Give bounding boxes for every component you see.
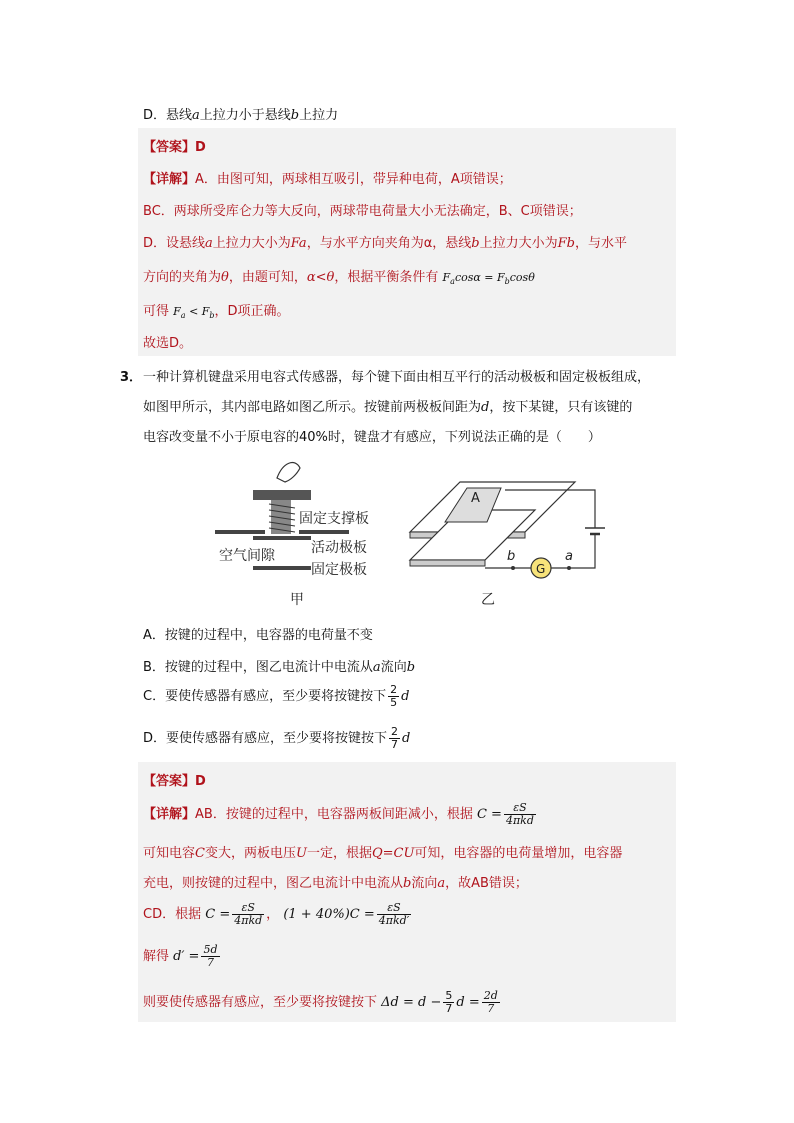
numerator: 5 [445,989,453,1002]
text: AB．按键的过程中，电容器两板间距减小，根据 [195,807,473,822]
fraction [377,902,411,927]
text: < F [185,305,210,318]
label-b: b [507,549,516,564]
var-d: d [481,400,490,415]
var: b [471,236,480,251]
text: ，按下某键，只有该键的 [489,400,633,415]
text: 上拉力小于悬线 [199,108,291,123]
numerator: 2 [390,683,398,696]
fraction [389,726,400,751]
denominator: 7 [391,738,399,751]
text: 变大，两板电压 [204,846,296,861]
option-d [143,726,410,751]
answer-label: 【答案】D [143,140,206,155]
label-moving: 活动极板 [311,540,367,556]
text: 充电，则按键的过程中，图乙电流计中电流从 [143,876,404,891]
numerator: 2d [483,989,498,1002]
formula [173,305,215,321]
detail-label: 【详解】 [143,807,196,822]
text: 解得 [143,949,170,964]
var: C [195,846,205,861]
label-a: a [565,549,573,564]
fraction [443,990,454,1015]
moving-plate [253,536,311,540]
text: ，与水平 [574,236,627,251]
var: α<θ [306,270,335,285]
support-plate-left [215,530,265,534]
option-a: A．按键的过程中，电容器的电荷量不变 [143,628,373,643]
text: 一定，根据 [306,846,372,861]
var-a: a [192,108,200,123]
text: ，由题可知， [228,270,307,285]
text: B．按键的过程中，图乙电流计中电流从 [143,660,373,675]
text: 则要使传感器有感应，至少要将按键按下 [143,995,378,1010]
text: ，故AB错误； [445,876,528,891]
text: C．要使传感器有感应，至少要将按键按下 [143,689,387,704]
text: 如图甲所示，其内部电路如图乙所示。按键前两极板间距为 [143,400,482,415]
detail-line-6: 故选D。 [143,336,193,351]
sub: a [180,311,186,321]
fraction [504,802,536,827]
label-support: 固定支撑板 [299,511,369,527]
finger-icon [277,463,300,482]
question-line-3: 电容改变量不小于原电容的40%时，键盘才有感应，下列说法正确的是（ ） [143,430,601,445]
label-fixed: 固定极板 [311,562,367,578]
text: 上拉力大小为 [479,236,558,251]
formula: d′ = [173,949,200,964]
node-a [567,566,571,570]
text: ， [266,907,280,922]
formula: Δd = d − [381,995,442,1010]
text: A．由图可知，两球相互吸引，带异种电荷，A项错误； [195,172,512,187]
text: 可得 [143,304,170,319]
formula: d = [456,995,480,1010]
fraction [232,902,264,927]
detail-line-4 [143,266,535,286]
question-line-2 [143,396,632,415]
text: CD．根据 [143,907,202,922]
text: 流向 [411,876,438,891]
var: θ [221,270,229,285]
label-air: 空气间隙 [219,548,275,564]
node-b [511,566,515,570]
answer-block-2 [138,762,676,1022]
formula-c: C = [476,807,502,822]
denominator: 5 [390,696,398,709]
text: 上拉力 [299,108,339,123]
detail-line-6 [143,990,502,1015]
numerator: εS [377,902,411,915]
var: d [401,689,410,704]
sub: a [450,277,455,287]
key-cap [253,490,311,500]
text: F [442,271,451,284]
text: F [173,305,181,318]
denominator: 4πkd′ [378,914,410,927]
detail-line-5 [143,944,222,969]
detail-line-2: BC．两球所受库仑力等大反向，两球带电荷量大小无法确定，B、C项错误； [143,204,582,219]
detail-line-3 [143,872,528,891]
fixed-plate [253,566,311,570]
var: a [205,236,213,251]
var: Fa [290,236,307,251]
text: 流向 [380,660,407,675]
text: 上拉力大小为 [212,236,291,251]
text: D．设悬线 [143,236,206,251]
text: 可知电容 [143,846,196,861]
text: D．悬线 [143,108,193,123]
support-plate-right [299,530,349,534]
formula: (1 + 40%)C = [283,907,375,922]
text: D．要使传感器有感应，至少要将按键按下 [143,731,388,746]
formula [442,271,535,287]
var-b: b [290,108,300,123]
text: ，根据平衡条件有 [334,270,439,285]
question-number: 3． [120,370,143,385]
text: cosθ [509,271,535,284]
denominator: 4πkd [234,914,263,927]
numerator: 2 [391,725,399,738]
var: a [437,876,446,891]
var: U [295,846,307,861]
detail-line-5 [143,300,290,320]
fraction [482,990,500,1015]
caption-yi: 乙 [481,592,495,608]
detail-line-1 [143,168,512,187]
lower-plate-edge [410,560,485,566]
text: ，与水平方向夹角为α，悬线 [306,236,472,251]
numerator: 5d [203,943,218,956]
detail-line-2 [143,842,622,861]
detail-line-1 [143,802,538,827]
denominator: 7 [206,956,214,969]
numerator: εS [504,802,536,815]
text: 可知，电容器的电荷量增加，电容器 [414,846,623,861]
denominator: 7 [445,1002,453,1015]
formula: C = [205,907,231,922]
caption-jia: 甲 [290,592,304,608]
numerator: εS [232,902,264,915]
var: b [403,876,412,891]
sub: b [209,311,215,321]
sub: b [504,277,510,287]
option-b [143,656,415,675]
var: b [406,660,416,675]
var: a [372,660,381,675]
text: ，D项正确。 [214,304,290,319]
label-G: G [536,562,546,576]
option-d-line [143,104,338,123]
var: Fb [557,236,575,251]
figure-jia [215,463,369,608]
label-A: A [471,491,480,506]
detail-label: 【详解】 [143,172,196,187]
wire-right [551,534,595,568]
figure-keyboard [205,452,605,612]
text: 方向的夹角为 [143,270,222,285]
figure-yi [410,482,605,608]
fraction [388,684,399,709]
var: Q=CU [371,846,415,861]
answer-label: 【答案】D [143,774,206,789]
option-c [143,684,409,709]
detail-line-4 [143,902,413,927]
text: cosα = F [454,271,505,284]
denominator: 7 [487,1002,495,1015]
question-line-1: 一种计算机键盘采用电容式传感器，每个键下面由相互平行的活动极板和固定极板组成， [143,370,651,385]
detail-line-3 [143,232,627,251]
fraction [201,944,219,969]
denominator: 4πkd [505,814,534,827]
var: d [402,731,411,746]
